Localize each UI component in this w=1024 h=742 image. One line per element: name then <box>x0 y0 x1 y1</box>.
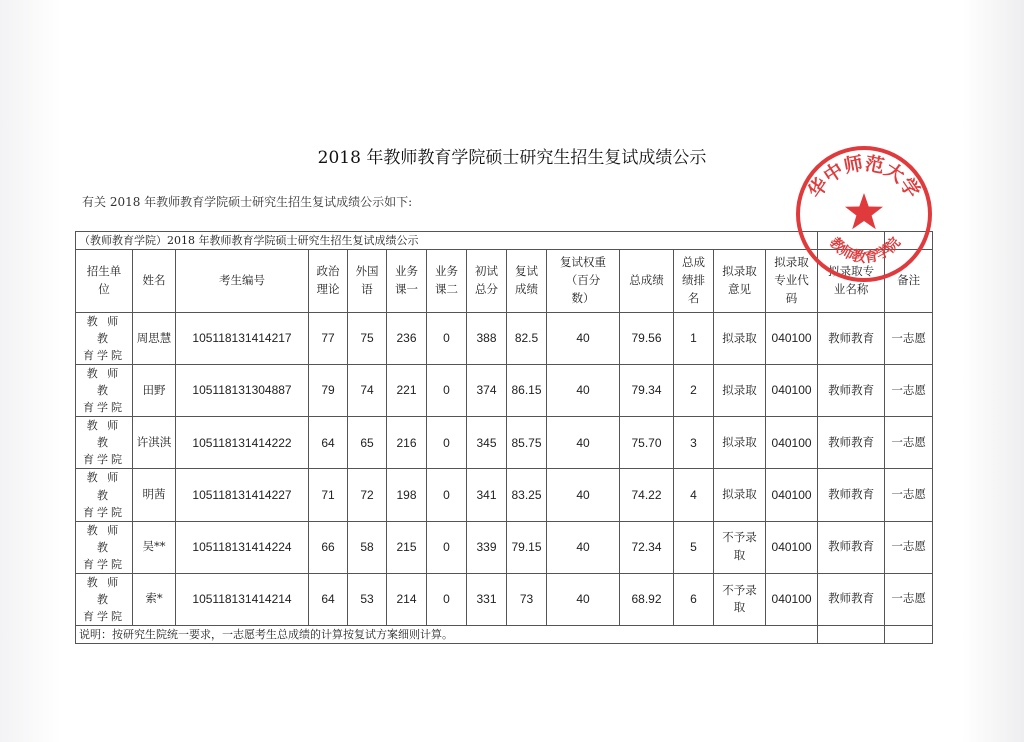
course2-cell: 0 <box>427 573 467 625</box>
rank-cell: 6 <box>674 573 714 625</box>
course2-cell: 0 <box>427 469 467 521</box>
header-line: （百分 <box>565 273 601 288</box>
decision-cell-line: 取 <box>733 600 746 615</box>
course1-cell: 214 <box>387 573 427 625</box>
header-line: 业务 <box>395 264 418 279</box>
foreign-cell: 75 <box>348 313 387 365</box>
score-table <box>75 231 933 644</box>
header-cell <box>620 250 674 313</box>
header-line: 备注 <box>897 273 921 288</box>
weight-cell: 40 <box>547 365 620 417</box>
note-cell-empty <box>885 625 933 643</box>
id-cell: 105118131414224 <box>176 521 309 573</box>
unit-cell-line: 教 师 教 <box>86 523 122 554</box>
header-line: 名 <box>687 290 700 305</box>
course1-cell: 236 <box>387 313 427 365</box>
prelim-cell: 341 <box>467 469 507 521</box>
decision-cell-line: 拟录取 <box>722 487 757 502</box>
decision-cell <box>714 469 766 521</box>
weight-cell: 40 <box>547 469 620 521</box>
unit-cell-line: 育学院 <box>83 609 125 623</box>
total-cell: 74.22 <box>620 469 674 521</box>
header-line: 考生编号 <box>219 273 265 288</box>
remark-cell: 一志愿 <box>885 573 933 625</box>
total-cell: 75.70 <box>620 417 674 469</box>
header-cell <box>133 250 176 313</box>
note-cell-empty <box>818 625 885 643</box>
header-cell <box>176 250 309 313</box>
table-row <box>76 469 933 521</box>
retest-cell: 83.25 <box>507 469 547 521</box>
foreign-cell: 72 <box>348 469 387 521</box>
prelim-cell: 388 <box>467 313 507 365</box>
header-line: 成绩 <box>515 282 538 297</box>
name-cell: 明茜 <box>133 469 176 521</box>
course1-cell: 216 <box>387 417 427 469</box>
name-cell: 田野 <box>133 365 176 417</box>
politics-cell: 71 <box>309 469 348 521</box>
remark-cell: 一志愿 <box>885 417 933 469</box>
course1-cell: 215 <box>387 521 427 573</box>
header-line: 总成 <box>682 255 705 270</box>
politics-cell: 66 <box>309 521 348 573</box>
seal-top-text: 华中师范大学 <box>804 152 924 203</box>
remark-cell: 一志愿 <box>885 469 933 521</box>
foreign-cell: 53 <box>348 573 387 625</box>
major-code-cell: 040100 <box>766 417 818 469</box>
retest-cell: 73 <box>507 573 547 625</box>
name-cell: 索* <box>133 573 176 625</box>
decision-cell <box>714 313 766 365</box>
header-line: 意见 <box>728 282 751 297</box>
major-code-cell: 040100 <box>766 313 818 365</box>
unit-cell <box>76 365 133 417</box>
table-row <box>76 313 933 365</box>
unit-cell-line: 育学院 <box>83 505 125 519</box>
retest-cell: 82.5 <box>507 313 547 365</box>
course2-cell: 0 <box>427 417 467 469</box>
politics-cell: 64 <box>309 573 348 625</box>
remark-cell: 一志愿 <box>885 365 933 417</box>
major-code-cell: 040100 <box>766 573 818 625</box>
official-seal <box>793 143 935 288</box>
course2-cell: 0 <box>427 521 467 573</box>
header-line: 数） <box>571 290 595 305</box>
id-cell: 105118131414222 <box>176 417 309 469</box>
prelim-cell: 374 <box>467 365 507 417</box>
header-cell <box>714 250 766 313</box>
unit-cell <box>76 469 133 521</box>
prelim-cell: 331 <box>467 573 507 625</box>
header-line: 业务 <box>435 264 458 279</box>
decision-cell <box>714 573 766 625</box>
rank-cell: 2 <box>674 365 714 417</box>
unit-cell-line: 育学院 <box>83 349 125 363</box>
weight-cell: 40 <box>547 521 620 573</box>
table-row <box>76 521 933 573</box>
decision-cell <box>714 365 766 417</box>
header-line: 拟录取 <box>722 264 757 279</box>
major-name-cell: 教师教育 <box>818 469 885 521</box>
header-line: 复试权重 <box>560 255 606 270</box>
weight-cell: 40 <box>547 573 620 625</box>
total-cell: 79.56 <box>620 313 674 365</box>
politics-cell: 77 <box>309 313 348 365</box>
foreign-cell: 58 <box>348 521 387 573</box>
table-caption: （教师教育学院）2018 年教师教育学院硕士研究生招生复试成绩公示 <box>76 232 818 250</box>
unit-cell <box>76 313 133 365</box>
rank-cell: 3 <box>674 417 714 469</box>
decision-cell-line: 取 <box>733 548 746 563</box>
header-line: 初试 <box>475 264 498 279</box>
header-line: 复试 <box>515 264 538 279</box>
header-line: 总成绩 <box>629 273 664 288</box>
rank-cell: 1 <box>674 313 714 365</box>
header-line: 专业代 <box>774 273 809 288</box>
header-line: 招生单 <box>86 264 122 279</box>
name-cell: 吴** <box>133 521 176 573</box>
name-cell: 周思慧 <box>133 313 176 365</box>
course1-cell: 198 <box>387 469 427 521</box>
note-row <box>76 625 933 643</box>
foreign-cell: 74 <box>348 365 387 417</box>
header-line: 绩排 <box>682 273 705 288</box>
prelim-cell: 339 <box>467 521 507 573</box>
seal-star-icon <box>845 193 883 229</box>
intro-text: 有关 2018 年教师教育学院硕士研究生招生复试成绩公示如下: <box>82 195 413 209</box>
unit-cell-line: 教 师 教 <box>86 367 122 398</box>
course2-cell: 0 <box>427 365 467 417</box>
page-title: 2018 年教师教育学院硕士研究生招生复试成绩公示 <box>317 148 707 168</box>
major-code-cell: 040100 <box>766 521 818 573</box>
header-line: 位 <box>98 282 110 297</box>
header-line: 总分 <box>475 282 498 297</box>
header-line: 外国 <box>355 264 379 279</box>
id-cell: 105118131414214 <box>176 573 309 625</box>
foreign-cell: 65 <box>348 417 387 469</box>
id-cell: 105118131414227 <box>176 469 309 521</box>
major-name-cell: 教师教育 <box>818 313 885 365</box>
course2-cell: 0 <box>427 313 467 365</box>
unit-cell <box>76 417 133 469</box>
unit-cell <box>76 521 133 573</box>
total-cell: 72.34 <box>620 521 674 573</box>
remark-cell: 一志愿 <box>885 313 933 365</box>
rank-cell: 4 <box>674 469 714 521</box>
header-line: 课一 <box>395 282 418 297</box>
header-cell <box>348 250 387 313</box>
decision-cell-line: 拟录取 <box>722 382 757 397</box>
total-cell: 68.92 <box>620 573 674 625</box>
politics-cell: 79 <box>309 365 348 417</box>
retest-cell: 85.75 <box>507 417 547 469</box>
retest-cell: 86.15 <box>507 365 547 417</box>
table-row <box>76 573 933 625</box>
major-code-cell: 040100 <box>766 469 818 521</box>
remark-cell: 一志愿 <box>885 521 933 573</box>
header-line: 姓名 <box>142 273 166 288</box>
table-note: 说明：按研究生院统一要求，一志愿考生总成绩的计算按复试方案细则计算。 <box>76 625 818 643</box>
major-name-cell: 教师教育 <box>818 573 885 625</box>
header-cell <box>76 250 133 313</box>
header-line: 业名称 <box>833 282 869 297</box>
total-cell: 79.34 <box>620 365 674 417</box>
major-name-cell: 教师教育 <box>818 521 885 573</box>
prelim-cell: 345 <box>467 417 507 469</box>
decision-cell-line: 拟录取 <box>722 434 757 449</box>
header-line: 理论 <box>316 282 340 297</box>
id-cell: 105118131304887 <box>176 365 309 417</box>
unit-cell-line: 育学院 <box>83 453 125 467</box>
major-name-cell: 教师教育 <box>818 417 885 469</box>
unit-cell <box>76 573 133 625</box>
header-cell <box>467 250 507 313</box>
unit-cell-line: 育学院 <box>83 401 125 415</box>
weight-cell: 40 <box>547 417 620 469</box>
decision-cell-line: 拟录取 <box>722 330 757 345</box>
decision-cell-line: 不予录 <box>722 530 757 545</box>
politics-cell: 64 <box>309 417 348 469</box>
decision-cell <box>714 521 766 573</box>
table-row <box>76 417 933 469</box>
header-line: 语 <box>361 282 373 297</box>
header-cell <box>547 250 620 313</box>
header-cell <box>387 250 427 313</box>
header-line: 码 <box>785 290 798 305</box>
name-cell: 许淇淇 <box>133 417 176 469</box>
weight-cell: 40 <box>547 313 620 365</box>
header-cell <box>507 250 547 313</box>
retest-cell: 79.15 <box>507 521 547 573</box>
header-line: 政治 <box>316 264 340 279</box>
decision-cell <box>714 417 766 469</box>
id-cell: 105118131414217 <box>176 313 309 365</box>
unit-cell-line: 教 师 教 <box>86 575 122 606</box>
header-line: 拟录取 <box>774 255 809 270</box>
decision-cell-line: 不予录 <box>722 582 757 597</box>
header-line: 课二 <box>435 282 458 297</box>
header-cell <box>309 250 348 313</box>
table-row <box>76 365 933 417</box>
header-cell <box>674 250 714 313</box>
rank-cell: 5 <box>674 521 714 573</box>
header-line: 拟录取专 <box>828 264 875 279</box>
seal-bottom-text: 教师教育学院 <box>826 234 904 267</box>
unit-cell-line: 教 师 教 <box>86 315 122 346</box>
header-cell <box>427 250 467 313</box>
major-code-cell: 040100 <box>766 365 818 417</box>
course1-cell: 221 <box>387 365 427 417</box>
unit-cell-line: 教 师 教 <box>86 419 122 450</box>
unit-cell-line: 育学院 <box>83 557 125 571</box>
unit-cell-line: 教 师 教 <box>86 471 122 502</box>
major-name-cell: 教师教育 <box>818 365 885 417</box>
